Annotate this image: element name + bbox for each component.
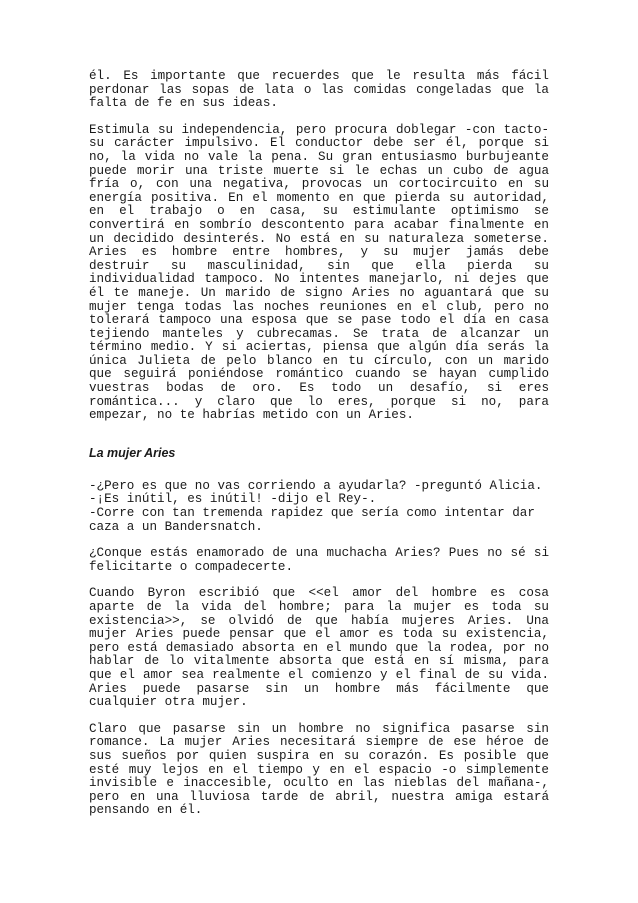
section-title: La mujer Aries (89, 445, 176, 460)
dialogue-quote: -¿Pero es que no vas corriendo a ayudarla? -preguntó Alicia. -¡Es inútil, es inútil! -dijo el Rey-. -Corre con tan tremenda rapidez que sería como intentar dar caza a un Bandersnatch. (89, 478, 543, 534)
document-page (89, 70, 549, 831)
paragraph-byron: Cuando Byron escribió que <<el amor del hombre es cosa aparte de la vida del hombre; para la mujer es toda su existencia>>, se olvidó de que había mujeres Aries. Una mujer Aries puede pensar que el amor es toda su existencia, pero está demasiado absorta en el mundo que la rodea, por no hablar de lo vitalmente absorta que está en sí misma, para que el amor sea realmente el comienzo y el final de su vida. Aries puede pasarse sin un hombre más fácilmente que cualquier otra mujer. (89, 586, 549, 710)
paragraph-continuation: él. Es importante que recuerdes que le resulta más fácil perdonar las sopas de lata o las comidas congeladas que la falta de fe en sus ideas. (89, 69, 549, 111)
paragraph-romance: Claro que pasarse sin un hombre no significa pasarse sin romance. La mujer Aries necesitará siempre de ese héroe de sus sueños por quien suspira en su corazón. Es posible que esté muy lejos en el tiempo y en el espacio -o simplemente invisible e inaccesible, oculto en las nieblas del mañana-, pero en una lluviosa tarde de abril, nuestra amiga estará pensando en él. (89, 721, 549, 818)
paragraph-independence: Estimula su independencia, pero procura doblegar -con tacto- su carácter impulsivo. El conductor debe ser él, porque si no, la vida no vale la pena. Su gran entusiasmo burbujeante puede morir una triste muerte si le echas un cubo de agua fría o, con una negativa, provocas un cortocircuito en su energía positiva. En el momento en que pierda su autoridad, en el trabajo o en casa, su estimulante optimismo se convertirá en sombrío descontento para acabar finalmente en un decidido desinterés. No está en su naturaleza someterse. Aries es hombre entre hombres, y su mujer jamás debe destruir su masculinidad, sin que ella pierda su individualidad tampoco. No intentes manejarlo, ni dejes que él te maneje. Un marido de signo Aries no aguantará que su mujer tenga todas las noches reuniones en el club, pero no tolerará tampoco una esposa que se pase todo el día en casa tejiendo manteles y cubrecamas. Se trata de alcanzar un término medio. Y si aciertas, piensa que algún día serás la única Julieta de pelo blanco en tu círculo, con un marido que seguirá poniéndose romántico cuando se hayan cumplido vuestras bodas de oro. Es todo un desafío, si eres romántica... y claro que lo eres, porque si no, para empezar, no te habrías metido con un Aries. (89, 122, 549, 423)
paragraph-intro: ¿Conque estás enamorado de una muchacha Aries? Pues no sé si felicitarte o compadecerte. (89, 546, 549, 574)
